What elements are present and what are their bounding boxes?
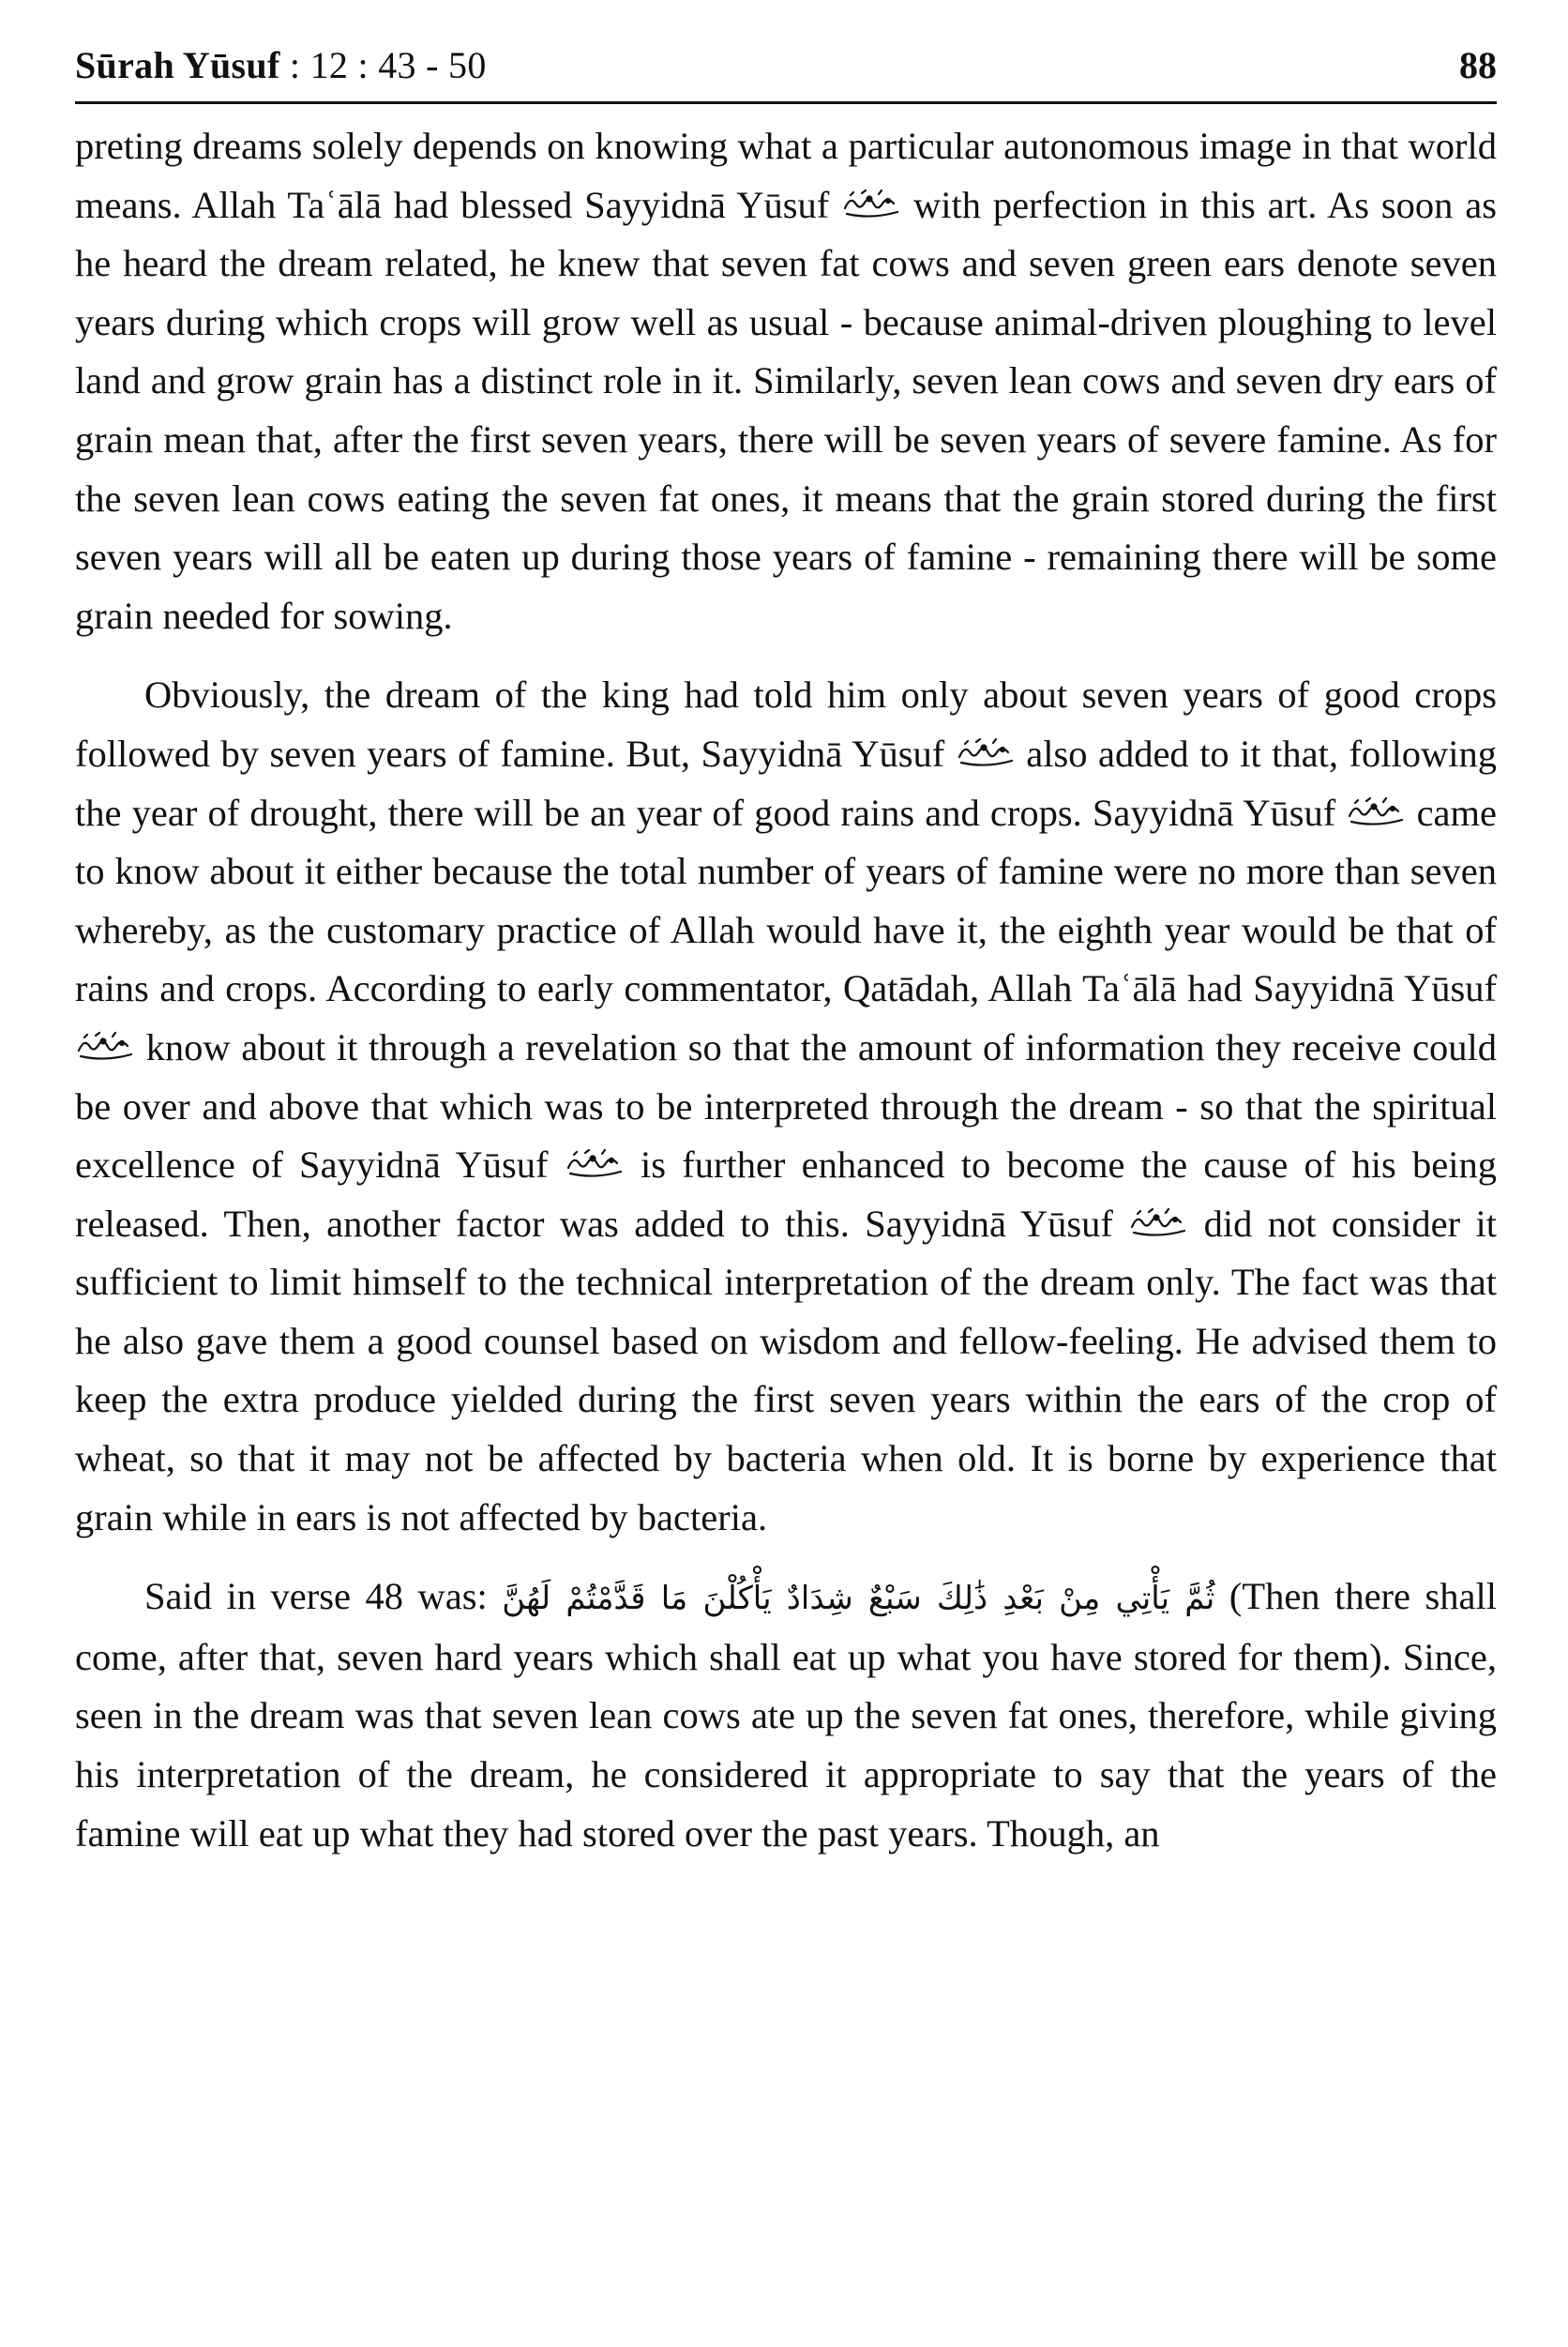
paragraph-2 — [75, 666, 1497, 1547]
verse-reference: : 12 : 43 - 50 — [289, 44, 487, 86]
salutation-icon — [956, 736, 1016, 768]
text-run: know about it through a revelation so that the amount of information they receive could be over and above that which was to be interpreted through the dream - so that the spiritual excellence of Sayyidnā Yūsuf — [75, 1025, 1498, 1187]
salutation-icon — [1346, 795, 1406, 827]
running-header — [75, 38, 1497, 94]
text-run: with perfection in this art. As soon as he heard the dream related, he knew that seven fat cows and seven green ears denote seven years during which crops will grow well as usual - because animal-driven ploughing to level land and grow grain has a distinct role in it. Similarly, seven lean cows and seven dry ears of grain mean that, after the first seven years, there will be seven years of severe famine. As for the seven lean cows eating the seven fat ones, it means that the grain stored during the first seven years will all be eaten up during those years of famine - remaining there will be some grain needed for sowing. — [75, 183, 1497, 637]
text-run: Obviously, the dream of the king had told him only about seven years of good crops followed by seven years of famine. But, Sayyidnā Yūsuf — [75, 674, 1497, 775]
book-page — [75, 38, 1497, 2326]
salutation-icon — [565, 1147, 625, 1179]
surah-name: Sūrah Yūsuf — [75, 44, 280, 86]
salutation-icon — [1128, 1206, 1188, 1238]
text-run: Said in verse 48 was: — [144, 1575, 488, 1618]
page-body — [75, 117, 1497, 1863]
text-run: (Then there shall come, after that, seven hard years which shall eat up what you have stored for them). Since, seen in the dream was that seven lean cows ate up the seven fat ones, therefore, while giving his interpretation of the dream, he considered it appropriate to say that the years of the famine will eat up what they had stored over the past years. Though, an — [75, 1575, 1497, 1855]
paragraph-3 — [75, 1567, 1497, 1863]
text-run: came to know about it either because the total number of years of famine were no more than seven whereby, as the customary practice of Allah would have it, the eighth year would be that of rains and crops. According to early commentator, Qatādah, Allah Taʿālā had Sayyidnā Yūsuf — [75, 791, 1498, 1010]
header-rule — [75, 101, 1497, 104]
header-title — [75, 38, 487, 94]
arabic-verse: ثُمَّ يَأْتِي مِنْ بَعْدِ ذَٰلِكَ سَبْعٌ شِدَادٌ يَأْكُلْنَ مَا قَدَّمْتُمْ لَهُنَّ — [502, 1580, 1215, 1618]
salutation-icon — [841, 188, 901, 220]
salutation-icon — [75, 1030, 135, 1062]
paragraph-1 — [75, 117, 1497, 645]
page-number: 88 — [1459, 44, 1497, 86]
text-run: did not consider it sufficient to limit himself to the technical interpretation of the dream only. The fact was that he also gave them a good counsel based on wisdom and fellow-feeling. He advised them to keep the extra produce yielded during the first seven years within the ears of the crop of wheat, so that it may not be affected by bacteria when old. It is borne by experience that grain while in ears is not affected by bacteria. — [75, 1202, 1497, 1538]
text-run: also added to it that, following the year of drought, there will be an year of good rains and crops. Sayyidnā Yūsuf — [75, 732, 1498, 834]
text-run: preting dreams solely depends on knowing what a particular autonomous image in that world means. Allah Taʿālā had blessed Sayyidnā Yūsuf — [75, 125, 1497, 226]
text-run: is further enhanced to become the cause of his being released. Then, another factor was added to this. Sayyidnā Yūsuf — [75, 1143, 1497, 1245]
